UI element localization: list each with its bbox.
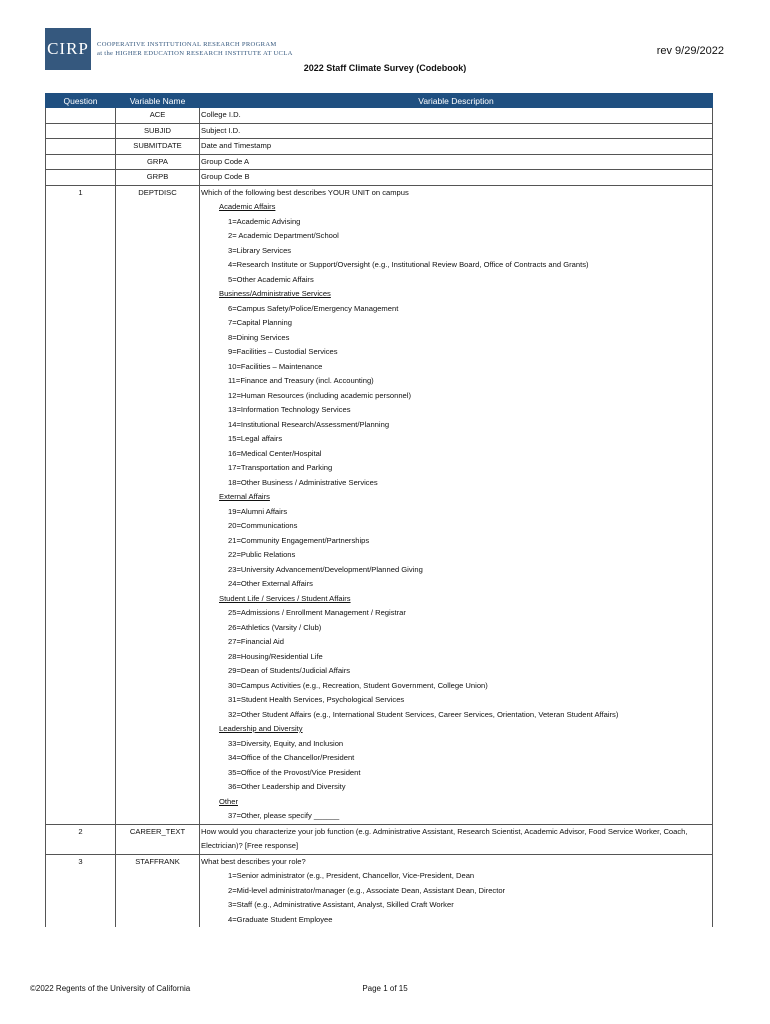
response-option: 5=Other Academic Affairs: [228, 274, 314, 284]
response-option: 23=University Advancement/Development/Planned Giving: [228, 564, 423, 574]
revision-date: rev 9/29/2022: [656, 45, 724, 57]
variable-description: [200, 185, 713, 824]
variable-description: [200, 154, 713, 170]
question-number: [46, 139, 116, 155]
question-number: [46, 154, 116, 170]
question-number: [46, 108, 116, 124]
table-row: [46, 185, 713, 824]
table-row: [46, 170, 713, 186]
response-option: 8=Dining Services: [228, 332, 290, 342]
column-header-variable: Variable Name: [116, 94, 200, 108]
question-number: 3: [46, 854, 116, 927]
variable-name: DEPTDISC: [116, 185, 200, 824]
response-option: 1=Senior administrator (e.g., President, Chancellor, Vice-President, Dean: [228, 871, 475, 880]
response-option: 20=Communications: [228, 521, 298, 530]
response-option: 35=Office of the Provost/Vice President: [228, 767, 361, 777]
response-option: 12=Human Resources (including academic personnel): [228, 390, 411, 400]
question-number: [46, 123, 116, 139]
response-option: 1=Academic Advising: [228, 216, 301, 226]
table-row: [46, 108, 713, 124]
variable-description: [200, 123, 713, 139]
variable-name: STAFFRANK: [116, 854, 200, 927]
response-option: 16=Medical Center/Hospital: [228, 448, 322, 458]
response-option: 2= Academic Department/School: [228, 231, 339, 240]
response-option: 24=Other External Affairs: [228, 579, 313, 588]
document-title: 2022 Staff Climate Survey (Codebook): [303, 63, 467, 73]
variable-name: ACE: [116, 108, 200, 124]
category-heading: External Affairs: [219, 492, 270, 501]
description-text: Which of the following best describes YOUR UNIT on campus: [201, 187, 409, 197]
response-option: 27=Financial Aid: [228, 637, 284, 646]
response-option: 13=Information Technology Services: [228, 405, 351, 414]
response-option: 22=Public Relations: [228, 550, 296, 559]
response-option: 3=Staff (e.g., Administrative Assistant, Analyst, Skilled Craft Worker: [228, 900, 454, 909]
response-option: 10=Facilities – Maintenance: [228, 361, 323, 371]
category-heading: Academic Affairs: [219, 202, 276, 211]
variable-name: SUBMITDATE: [116, 139, 200, 155]
response-option: 4=Research Institute or Support/Oversight (e.g., Institutional Review Board, Office of Contracts and Grants): [228, 260, 589, 269]
variable-name: GRPA: [116, 154, 200, 170]
table-row: [46, 854, 713, 927]
description-text: Subject I.D.: [201, 125, 241, 135]
description-text: Group Code B: [201, 172, 250, 181]
description-text: College I.D.: [201, 110, 241, 119]
footer-page-number: Page 1 of 15: [362, 984, 408, 993]
category-heading: Business/Administrative Services: [219, 289, 331, 298]
cirp-logo-text: [97, 40, 293, 58]
response-option: 2=Mid-level administrator/manager (e.g., Associate Dean, Assistant Dean, Director: [228, 885, 506, 895]
category-heading: Leadership and Diversity: [219, 724, 303, 733]
cirp-logo-mark: CIRP: [45, 28, 91, 70]
response-option: 7=Capital Planning: [228, 318, 292, 327]
codebook-table: [45, 93, 713, 927]
response-option: 34=Office of the Chancellor/President: [228, 753, 355, 762]
response-option: 6=Campus Safety/Police/Emergency Management: [228, 303, 399, 313]
description-text: Date and Timestamp: [201, 141, 272, 150]
response-option: 25=Admissions / Enrollment Management / Registrar: [228, 608, 406, 617]
table-header-row: [46, 94, 713, 108]
variable-description: [200, 854, 713, 927]
logo-line-1: COOPERATIVE INSTITUTIONAL RESEARCH PROGRAM: [97, 41, 277, 48]
response-option: 19=Alumni Affairs: [228, 506, 288, 516]
table-row: [46, 824, 713, 854]
response-option: 36=Other Leadership and Diversity: [228, 782, 346, 791]
response-option: 17=Transportation and Parking: [228, 463, 333, 472]
question-number: 2: [46, 824, 116, 854]
table-row: [46, 139, 713, 155]
response-option: 11=Finance and Treasury (incl. Accounting): [228, 376, 374, 385]
question-number: [46, 170, 116, 186]
category-heading: Other: [219, 796, 238, 806]
category-heading: Student Life / Services / Student Affairs: [219, 593, 351, 603]
description-text: What best describes your role?: [201, 856, 306, 866]
variable-description: [200, 108, 713, 124]
response-option: 37=Other, please specify ______: [228, 811, 340, 820]
table-row: [46, 123, 713, 139]
variable-description: [200, 139, 713, 155]
description-text: Group Code A: [201, 156, 250, 166]
response-option: 28=Housing/Residential Life: [228, 651, 323, 661]
description-text: Electrician)? [Free response]: [201, 841, 299, 850]
response-option: 18=Other Business / Administrative Services: [228, 477, 378, 487]
variable-description: [200, 824, 713, 854]
response-option: 9=Facilities – Custodial Services: [228, 347, 338, 356]
response-option: 29=Dean of Students/Judicial Affairs: [228, 666, 351, 675]
codebook-body: [46, 108, 713, 928]
logo-line-2: at the HIGHER EDUCATION RESEARCH INSTITUTE AT UCLA: [97, 50, 293, 57]
description-text: How would you characterize your job function (e.g. Administrative Assistant, Research Scientist, Academic Advisor, Food Service Worker, Coach,: [201, 826, 688, 836]
variable-name: CAREER_TEXT: [116, 824, 200, 854]
column-header-question: Question: [46, 94, 116, 108]
response-option: 21=Community Engagement/Partnerships: [228, 535, 370, 545]
response-option: 3=Library Services: [228, 245, 292, 255]
response-option: 4=Graduate Student Employee: [228, 914, 333, 924]
response-option: 15=Legal affairs: [228, 434, 283, 443]
response-option: 33=Diversity, Equity, and Inclusion: [228, 738, 344, 748]
table-row: [46, 154, 713, 170]
response-option: 30=Campus Activities (e.g., Recreation, Student Government, College Union): [228, 680, 488, 690]
response-option: 31=Student Health Services, Psychological Services: [228, 695, 405, 704]
column-header-description: Variable Description: [200, 94, 713, 108]
response-option: 14=Institutional Research/Assessment/Planning: [228, 419, 390, 429]
footer-copyright: ©2022 Regents of the University of California: [30, 984, 191, 993]
question-number: 1: [46, 185, 116, 824]
response-option: 26=Athletics (Varsity / Club): [228, 622, 322, 632]
variable-name: SUBJID: [116, 123, 200, 139]
variable-name: GRPB: [116, 170, 200, 186]
response-option: 32=Other Student Affairs (e.g., International Student Services, Career Services, Orientation, Veteran Student Affairs): [228, 709, 619, 719]
variable-description: [200, 170, 713, 186]
